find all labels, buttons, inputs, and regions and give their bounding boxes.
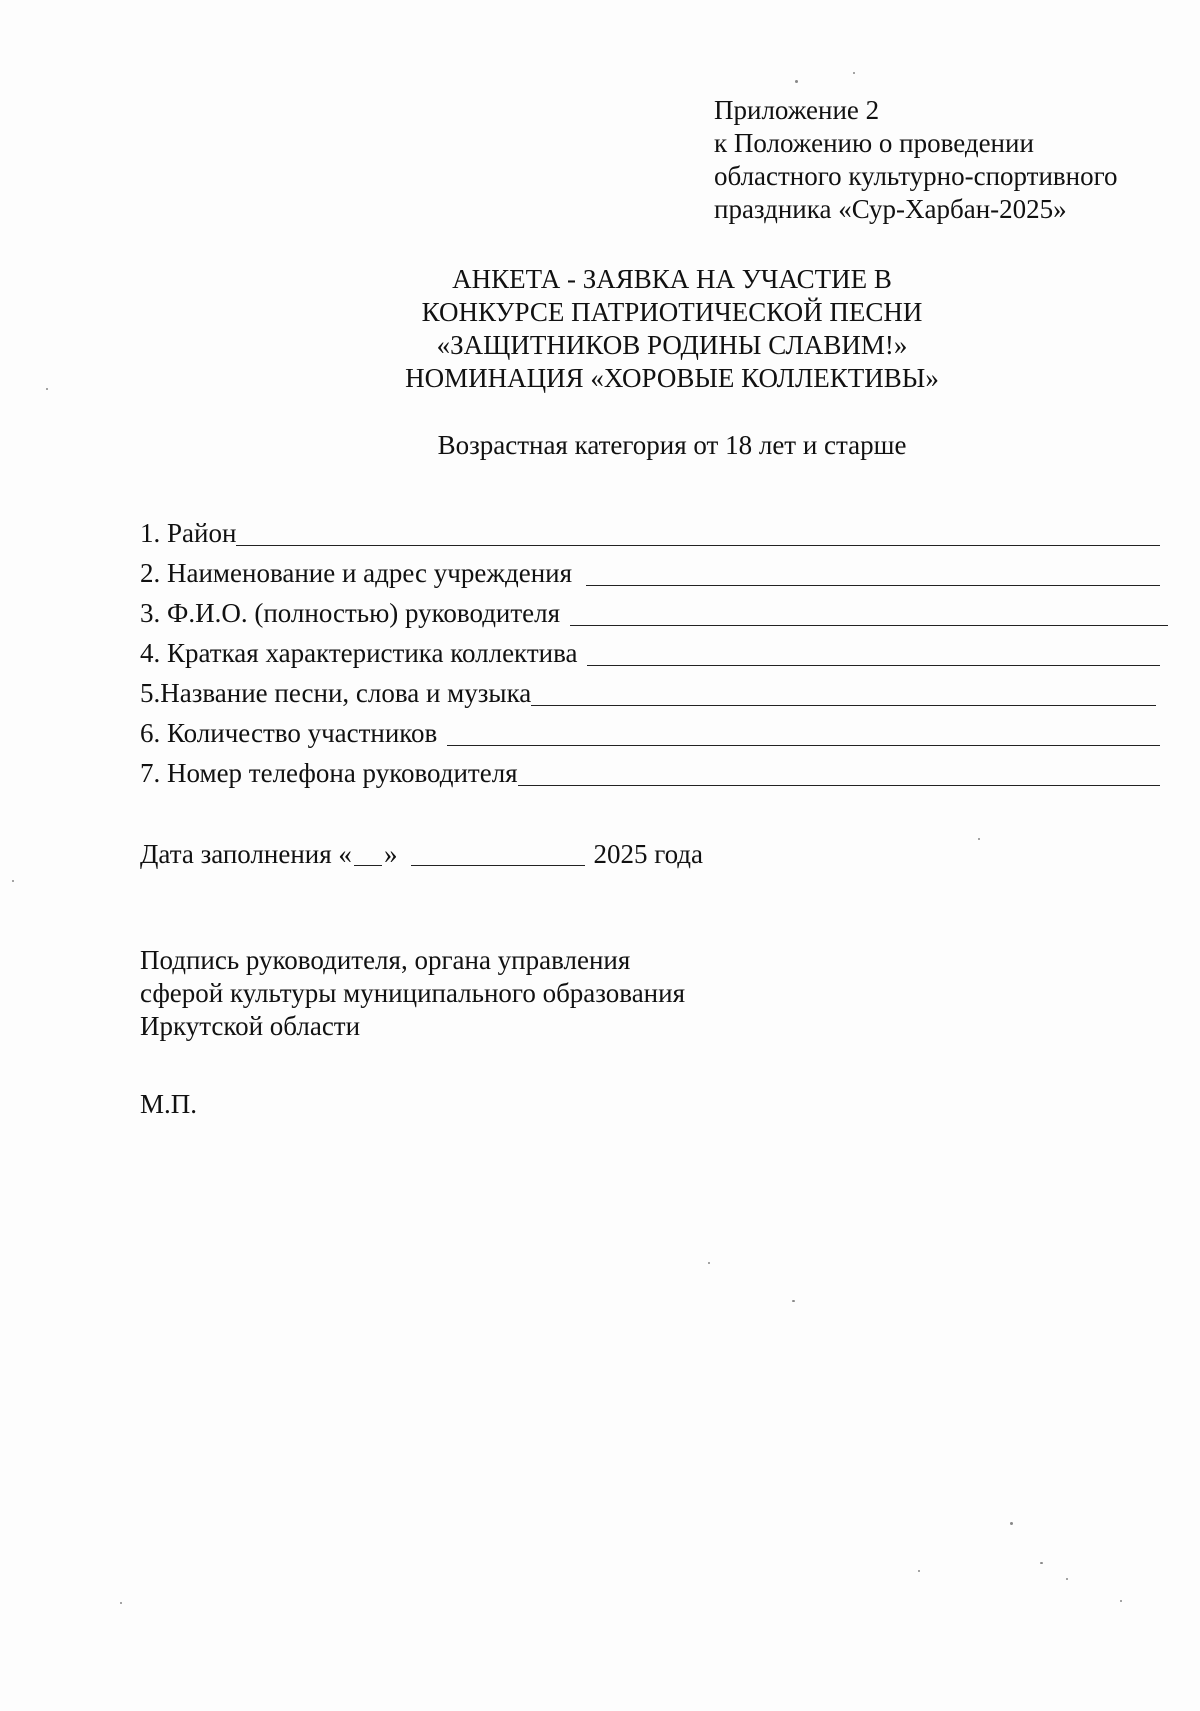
- fill-in-line[interactable]: [518, 757, 1160, 786]
- date-close-quote: »: [383, 839, 398, 869]
- scan-speck: [1066, 1578, 1068, 1580]
- form-field-leader-phone: [140, 750, 1160, 790]
- form-field-label: 1. Район: [140, 518, 237, 548]
- appendix-line-4: праздника «Сур-Харбан-2025»: [714, 194, 1067, 224]
- form-field-label: 4. Краткая характеристика коллектива: [140, 638, 578, 668]
- scan-speck: [708, 1262, 710, 1264]
- form-fields-list: [140, 510, 1160, 790]
- form-field-label: 3. Ф.И.О. (полностью) руководителя: [140, 598, 561, 628]
- scan-speck: [795, 80, 798, 83]
- form-field-song-title: [140, 670, 1160, 710]
- date-year: 2025 года: [593, 839, 704, 869]
- month-blank[interactable]: [411, 839, 585, 866]
- fill-in-line[interactable]: [236, 517, 1160, 546]
- scan-speck: [1010, 1522, 1013, 1525]
- scan-speck: [918, 1570, 920, 1572]
- form-field-institution: [140, 550, 1160, 590]
- fill-in-line[interactable]: [570, 597, 1168, 626]
- scan-speck: [1120, 1600, 1122, 1602]
- form-field-label: 7. Номер телефона руководителя: [140, 758, 518, 788]
- form-field-collective-description: [140, 630, 1160, 670]
- form-field-leader-name: [140, 590, 1160, 630]
- title-line-4: НОМИНАЦИЯ «ХОРОВЫЕ КОЛЛЕКТИВЫ»: [405, 363, 939, 393]
- signature-line-3: Иркутской области: [140, 1011, 361, 1041]
- appendix-header: [714, 94, 1118, 226]
- form-field-participants-count: [140, 710, 1160, 750]
- appendix-line-3: областного культурно-спортивного: [714, 161, 1118, 191]
- fill-in-line[interactable]: [587, 637, 1160, 666]
- signature-line-1: Подпись руководителя, органа управления: [140, 945, 631, 975]
- form-title: [372, 263, 972, 395]
- scan-speck: [853, 72, 855, 74]
- title-line-2: КОНКУРСЕ ПАТРИОТИЧЕСКОЙ ПЕСНИ: [421, 297, 923, 327]
- appendix-line-2: к Положению о проведении: [714, 128, 1034, 158]
- appendix-line-1: Приложение 2: [714, 95, 880, 125]
- scan-speck: [46, 388, 48, 390]
- scan-speck: [792, 1300, 795, 1302]
- scan-speck: [12, 880, 14, 882]
- signature-line-2: сферой культуры муниципального образования: [140, 978, 685, 1008]
- title-line-1: АНКЕТА - ЗАЯВКА НА УЧАСТИЕ В: [452, 264, 892, 294]
- title-line-3: «ЗАЩИТНИКОВ РОДИНЫ СЛАВИМ!»: [436, 330, 908, 360]
- signature-block: [140, 944, 685, 1043]
- fill-in-line[interactable]: [447, 717, 1160, 746]
- stamp-place-label: М.П.: [140, 1089, 198, 1119]
- scan-speck: [978, 838, 980, 840]
- age-category: Возрастная категория от 18 лет и старше: [437, 430, 907, 460]
- fill-in-line[interactable]: [586, 557, 1160, 586]
- fill-in-line[interactable]: [531, 677, 1156, 706]
- scan-speck: [1040, 1562, 1043, 1564]
- form-field-label: 2. Наименование и адрес учреждения: [140, 558, 573, 588]
- day-blank[interactable]: [354, 839, 382, 866]
- form-field-label: 6. Количество участников: [140, 718, 438, 748]
- fill-date-row: [140, 838, 703, 871]
- form-field-label: 5.Название песни, слова и музыка: [140, 678, 532, 708]
- form-field-district: [140, 510, 1160, 550]
- scan-speck: [120, 1602, 122, 1604]
- date-label: Дата заполнения «: [140, 839, 352, 869]
